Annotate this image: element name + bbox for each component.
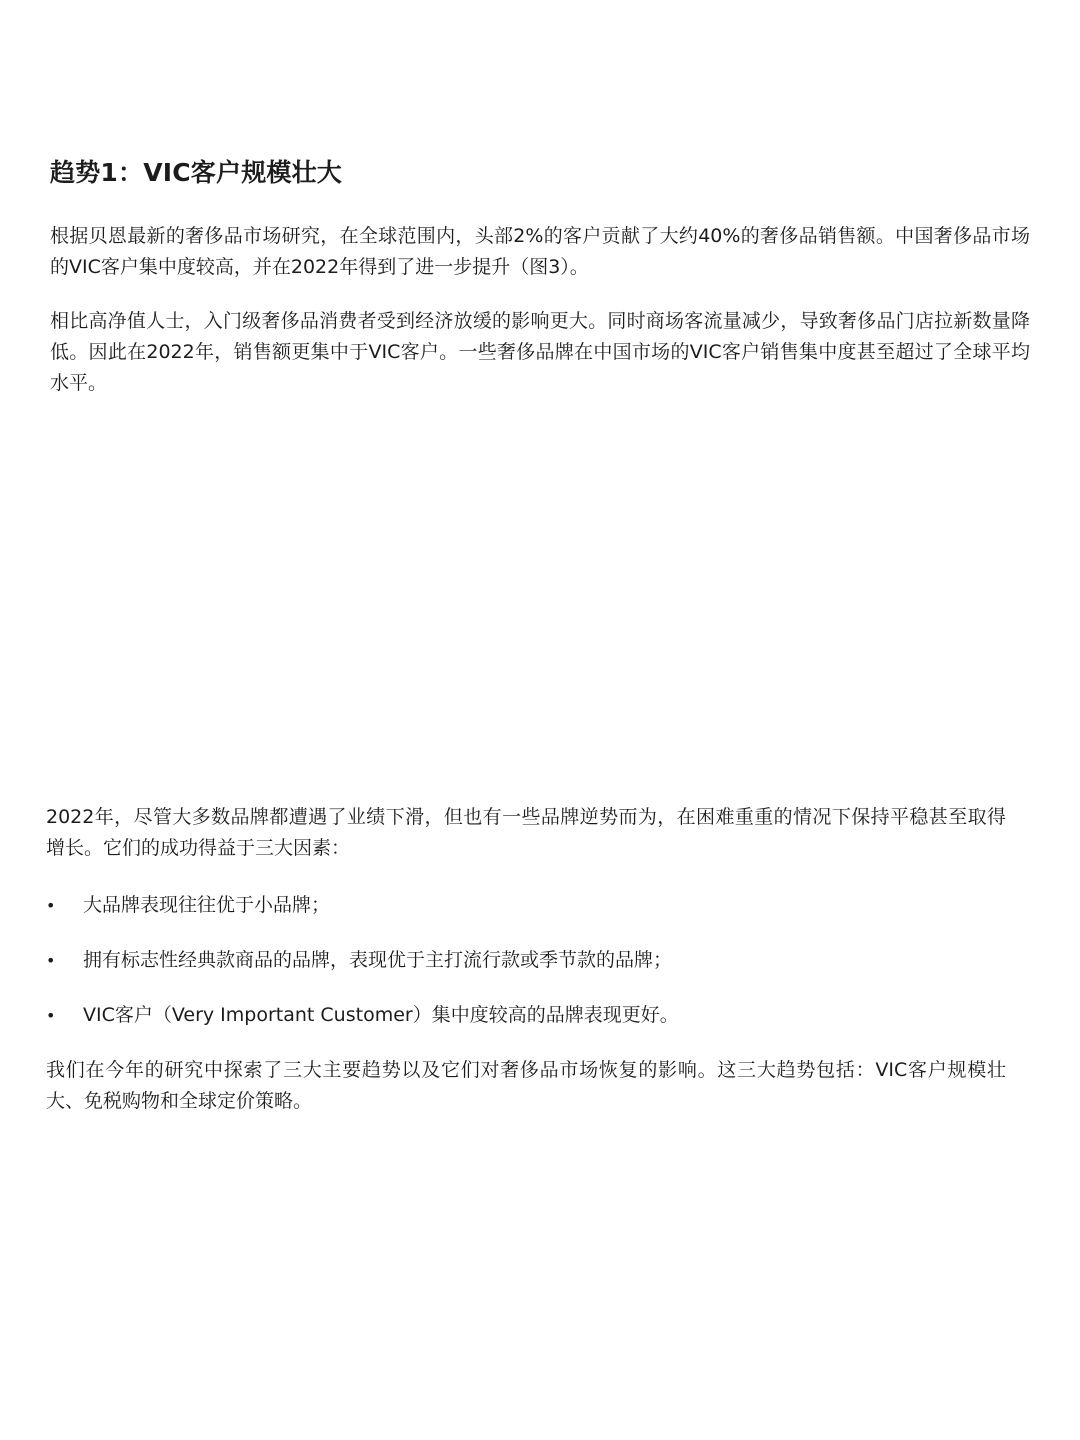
paragraph-entry-level-consumers: 相比高净值人士，入门级奢侈品消费者受到经济放缓的影响更大。同时商场客流量减少，导致奢侈品门店拉新数量降低。因此在2022年，销售额更集中于VIC客户。一些奢侈品牌在中国市场的VIC客户销售集中度甚至超过了全球平均水平。 xyxy=(50,310,1030,394)
overview-section xyxy=(46,802,1006,1143)
paragraph-conclusion: 我们在今年的研究中探索了三大主要趋势以及它们对奢侈品市场恢复的影响。这三大趋势包括：VIC客户规模壮大、免税购物和全球定价策略。 xyxy=(46,1059,1006,1112)
success-factors-list xyxy=(46,890,1006,1031)
list-item xyxy=(46,1000,1006,1031)
bullet-icon: • xyxy=(46,951,56,970)
list-item-text: 大品牌表现往往优于小品牌； xyxy=(83,894,331,916)
paragraph-vic-concentration: 根据贝恩最新的奢侈品市场研究，在全球范围内，头部2%的客户贡献了大约40%的奢侈品销售额。中国奢侈品市场的VIC客户集中度较高，并在2022年得到了进一步提升（图3）。 xyxy=(50,225,1030,278)
paragraph-intro: 2022年，尽管大多数品牌都遭遇了业绩下滑，但也有一些品牌逆势而为，在困难重重的情况下保持平稳甚至取得增长。它们的成功得益于三大因素： xyxy=(46,806,1006,859)
bullet-icon: • xyxy=(46,896,56,915)
trend-section xyxy=(50,155,1030,422)
list-item xyxy=(46,890,1006,921)
bullet-icon: • xyxy=(46,1006,56,1025)
list-item-text: 拥有标志性经典款商品的品牌，表现优于主打流行款或季节款的品牌； xyxy=(83,949,673,971)
list-item-text: VIC客户（Very Important Customer）集中度较高的品牌表现更好。 xyxy=(83,1004,679,1026)
list-item xyxy=(46,945,1006,976)
section-title: 趋势1：VIC客户规模壮大 xyxy=(50,158,342,187)
